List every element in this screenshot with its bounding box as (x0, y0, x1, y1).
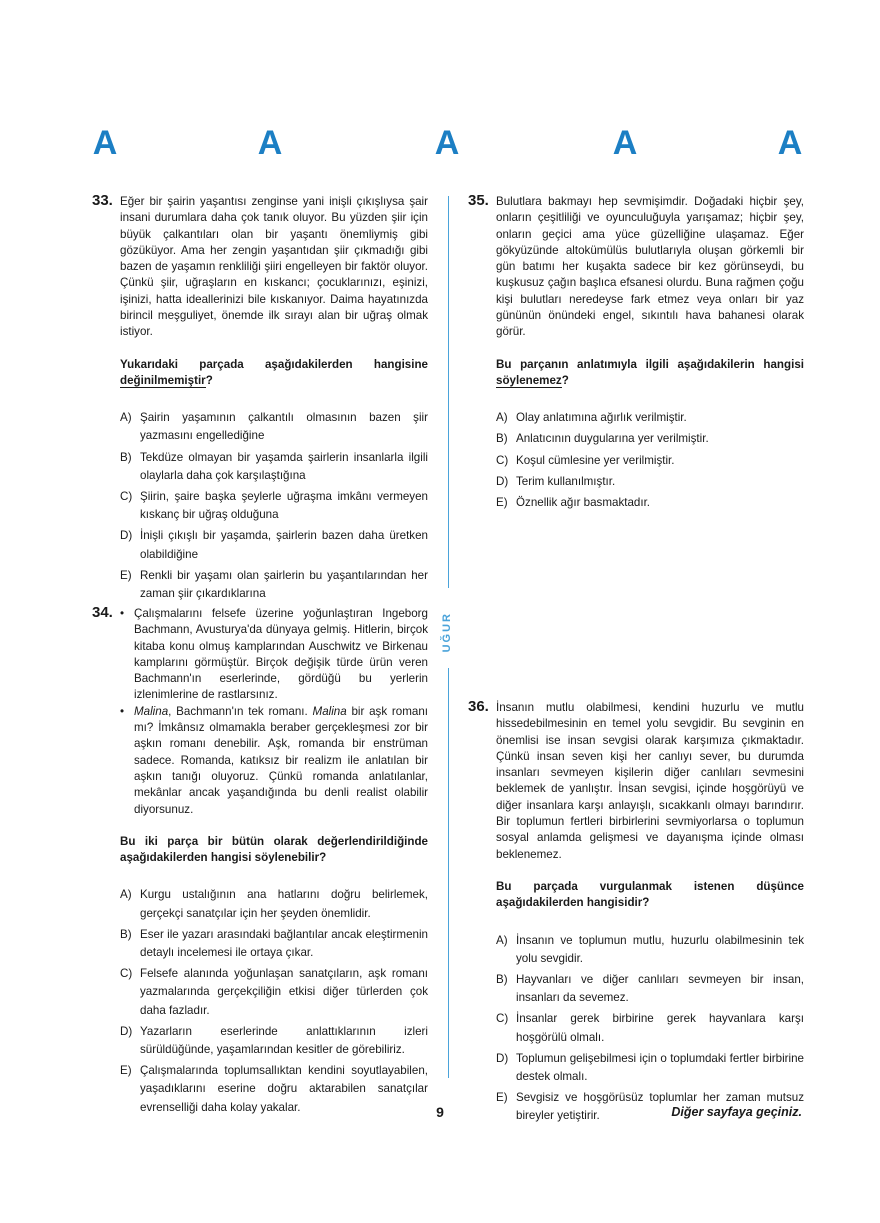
answer-option[interactable]: C) Şiirin, şaire başka şeylerle uğraşma imkânı vermeyen kıskanç bir uğraş olduğuna (120, 490, 428, 522)
answer-option[interactable]: E) Çalışmalarında toplumsallıktan kendini soyutlayabilen, yaşadıklarını eserine doğru aktarabilen sanatçılar evrenselliği daha kolay yakalar. (120, 1064, 428, 1114)
booklet-letter: A (92, 124, 118, 162)
bullet-icon: • (120, 607, 125, 620)
column-divider (448, 668, 449, 1078)
passage-bullet: • Malina, Bachmann'ın tek romanı. Malina bir aşk romanı mı? İmkânsız olmamakla beraber gerçekleşmesi zor bir aşkın romanı denebilir. Aşk, romanda bir enstrüman sadece. Romanda, katıksız bir realizm ile anlatılan bir aşkın tanığı oluyoruz. Çünkü romanda anlatılanlar, mekânlar ancak yaşandığında bu denli realist olabilir diyorsunuz. (120, 704, 428, 816)
question-prompt: Bu parçada vurgulanmak istenen düşünce aşağıdakilerden hangisidir? (496, 879, 804, 910)
answer-option[interactable]: E) Öznellik ağır basmaktadır. (496, 496, 651, 510)
answer-option[interactable]: D) İnişli çıkışlı bir yaşamda, şairlerin bazen daha üretken olabildiğine (120, 529, 428, 561)
question-passage: Eğer bir şairin yaşantısı zenginse yani inişli çıkışlıysa şair insani durumlara daha çok tanık oluyor. Bu yüzden şiir için büyük çalkantıları olan bir yaşantı önemliymiş gibi gözüküyor. Ama her zengin yaşantıdan şiir çıkmadığı gibi bazen de yaşamın renkliliği şiiri engelleyen bir faktör oluyor. Çünkü şiir, uğraşların en kıskancı; çocuklarınızı, eşinizi, işinizi, hatta ideallerinizi bile kıskanıyor. Daima hayatınızda birincil meşguliyet, önemde ilk sırayı alan bir uğraş olmak istiyor. (120, 195, 428, 339)
answer-option[interactable]: A) Kurgu ustalığının ana hatlarını doğru belirlemek, gerçekçi sanatçılar için her şeyden önemlidir. (120, 888, 428, 920)
answer-option[interactable]: C) İnsanlar gerek birbirine gerek hayvanlara karşı hoşgörülü olmalı. (496, 1012, 804, 1044)
question-number: 34. (92, 604, 113, 621)
question-prompt: Yukarıdaki parçada aşağıdakilerden hangisine değinilmemiştir? (120, 357, 428, 387)
answer-options (120, 409, 428, 603)
answer-options (496, 932, 804, 1126)
question-34 (92, 606, 428, 1120)
answer-options (496, 409, 804, 512)
question-passage (120, 606, 428, 818)
underlined-keyword: değinilmemiştir (120, 373, 206, 387)
answer-options (120, 886, 428, 1116)
answer-option[interactable]: A) Şairin yaşamının çalkantılı olmasının bazen şiir yazmasını engellediğine (120, 411, 428, 443)
answer-option[interactable]: A) İnsanın ve toplumun mutlu, huzurlu olabilmesinin tek yolu sevgidir. (496, 933, 804, 965)
question-prompt: Bu parçanın anlatımıyla ilgili aşağıdakilerin hangisi söylenemez? (496, 357, 804, 387)
page-number: 9 (436, 1104, 444, 1120)
bullet-icon: • (120, 704, 125, 718)
booklet-letter: A (612, 124, 638, 162)
answer-option[interactable]: B) Anlatıcının duygularına yer verilmiştir. (496, 432, 709, 446)
passage-bullet: • Çalışmalarını felsefe üzerine yoğunlaştıran Ingeborg Bachmann, Avusturya'da dünyaya gelmiş. Hitlerin, birçok kitaba konu olmuş kamplarından Auschwitz ve Birkenau kamplarını görmüştür. Birçok değişik türde ürün veren Bachmann'ın eserlerinde, gördüğü bu yerlerin izlenimlerine de rastlarsınız. (120, 607, 428, 702)
answer-option[interactable]: B) Hayvanları ve diğer canlıları sevmeyen bir insan, insanları da sevemez. (496, 972, 804, 1005)
question-number: 36. (468, 698, 489, 715)
question-passage: İnsanın mutlu olabilmesi, kendini huzurlu ve mutlu hissedebilmesinin en temel yolu sevgidir. Bu sevginin en önemlisi ise insan sevgisi olarak karşımıza çıkmaktadır. Çünkü insan seven kişi her canlıyı sever, bu durumda insanları sevmeyen kişilerin diğer canlıları sevmesini beklemek de yanlıştır. İnsan sevgisi, içinde hoşgörüyü ve diğer insanlara karşı anlayışlı, sıcakkanlı olmayı barındırır. Bir toplumun fertleri birbirlerini sevmiyorlarsa o toplumun sosyal anlamda gelişmesi ve dayanışma içinde olması beklenemez. (496, 701, 804, 861)
answer-option[interactable]: B) Tekdüze olmayan bir yaşamda şairlerin insanlarla ilgili olaylarla daha çok karşılaştığına (120, 450, 428, 482)
column-divider (448, 196, 449, 588)
answer-option[interactable]: E) Renkli bir yaşamı olan şairlerin bu yaşantılarından her zaman şiir çıkardıklarına (120, 568, 428, 601)
answer-option[interactable]: A) Olay anlatımına ağırlık verilmiştir. (496, 411, 687, 425)
answer-option[interactable]: B) Eser ile yazarı arasındaki bağlantılar ancak eleştirmenin detaylı incelemesi ile ortaya çıkar. (120, 927, 428, 960)
question-number: 33. (92, 192, 113, 209)
booklet-letter: A (777, 124, 803, 162)
question-passage: Bulutlara bakmayı hep sevmişimdir. Doğadaki hiçbir şey, onların çeşitliliği ve oyunculuğuyla yarışamaz; hiçbir şey, onların geçici ama yüce güzelliğine ulaşamaz. Eğer gökyüzünde altokümülüs bulutlarıyla oluşan görkemli bir gün batımı her kuşakta sadece bir kez görünseydi, bu kuşkusuz çağın başlıca efsanesi olurdu. Buna rağmen çoğu kişi bulutları neredeyse fark etmez veya onları bir yaz gününün önündeki engel, sıkıntılı hava bahanesi olarak görür. (496, 195, 804, 339)
brand-watermark: UĞUR (441, 612, 453, 653)
answer-option[interactable]: E) Sevgisiz ve hoşgörüsüz toplumlar her zaman mutsuz bireyler yetiştirir. (496, 1091, 804, 1123)
underlined-keyword: söylenemez (496, 373, 562, 387)
question-35 (468, 194, 804, 515)
booklet-letter: A (257, 124, 283, 162)
answer-option[interactable]: D) Terim kullanılmıştır. (496, 474, 616, 488)
question-33 (92, 194, 428, 606)
question-number: 35. (468, 192, 489, 209)
answer-option[interactable]: C) Felsefe alanında yoğunlaşan sanatçıların, aşk romanı yazmalarında gerçekçiliğin etkisi diğer türlerden çok daha fazladır. (120, 967, 428, 1017)
answer-option[interactable]: C) Koşul cümlesine yer verilmiştir. (496, 453, 675, 467)
answer-option[interactable]: D) Toplumun gelişebilmesi için o toplumdaki fertler birbirine destek olmalı. (496, 1051, 804, 1083)
booklet-letter: A (434, 124, 460, 162)
next-page-notice: Diğer sayfaya geçiniz. (671, 1105, 802, 1119)
answer-option[interactable]: D) Yazarların eserlerinde anlattıklarının izleri sürüldüğünde, yaşamlarından kesitler de görebiliriz. (120, 1024, 428, 1057)
question-prompt: Bu iki parça bir bütün olarak değerlendirildiğinde aşağıdakilerden hangisi söylenebilir? (120, 834, 428, 865)
question-36 (468, 700, 804, 1129)
